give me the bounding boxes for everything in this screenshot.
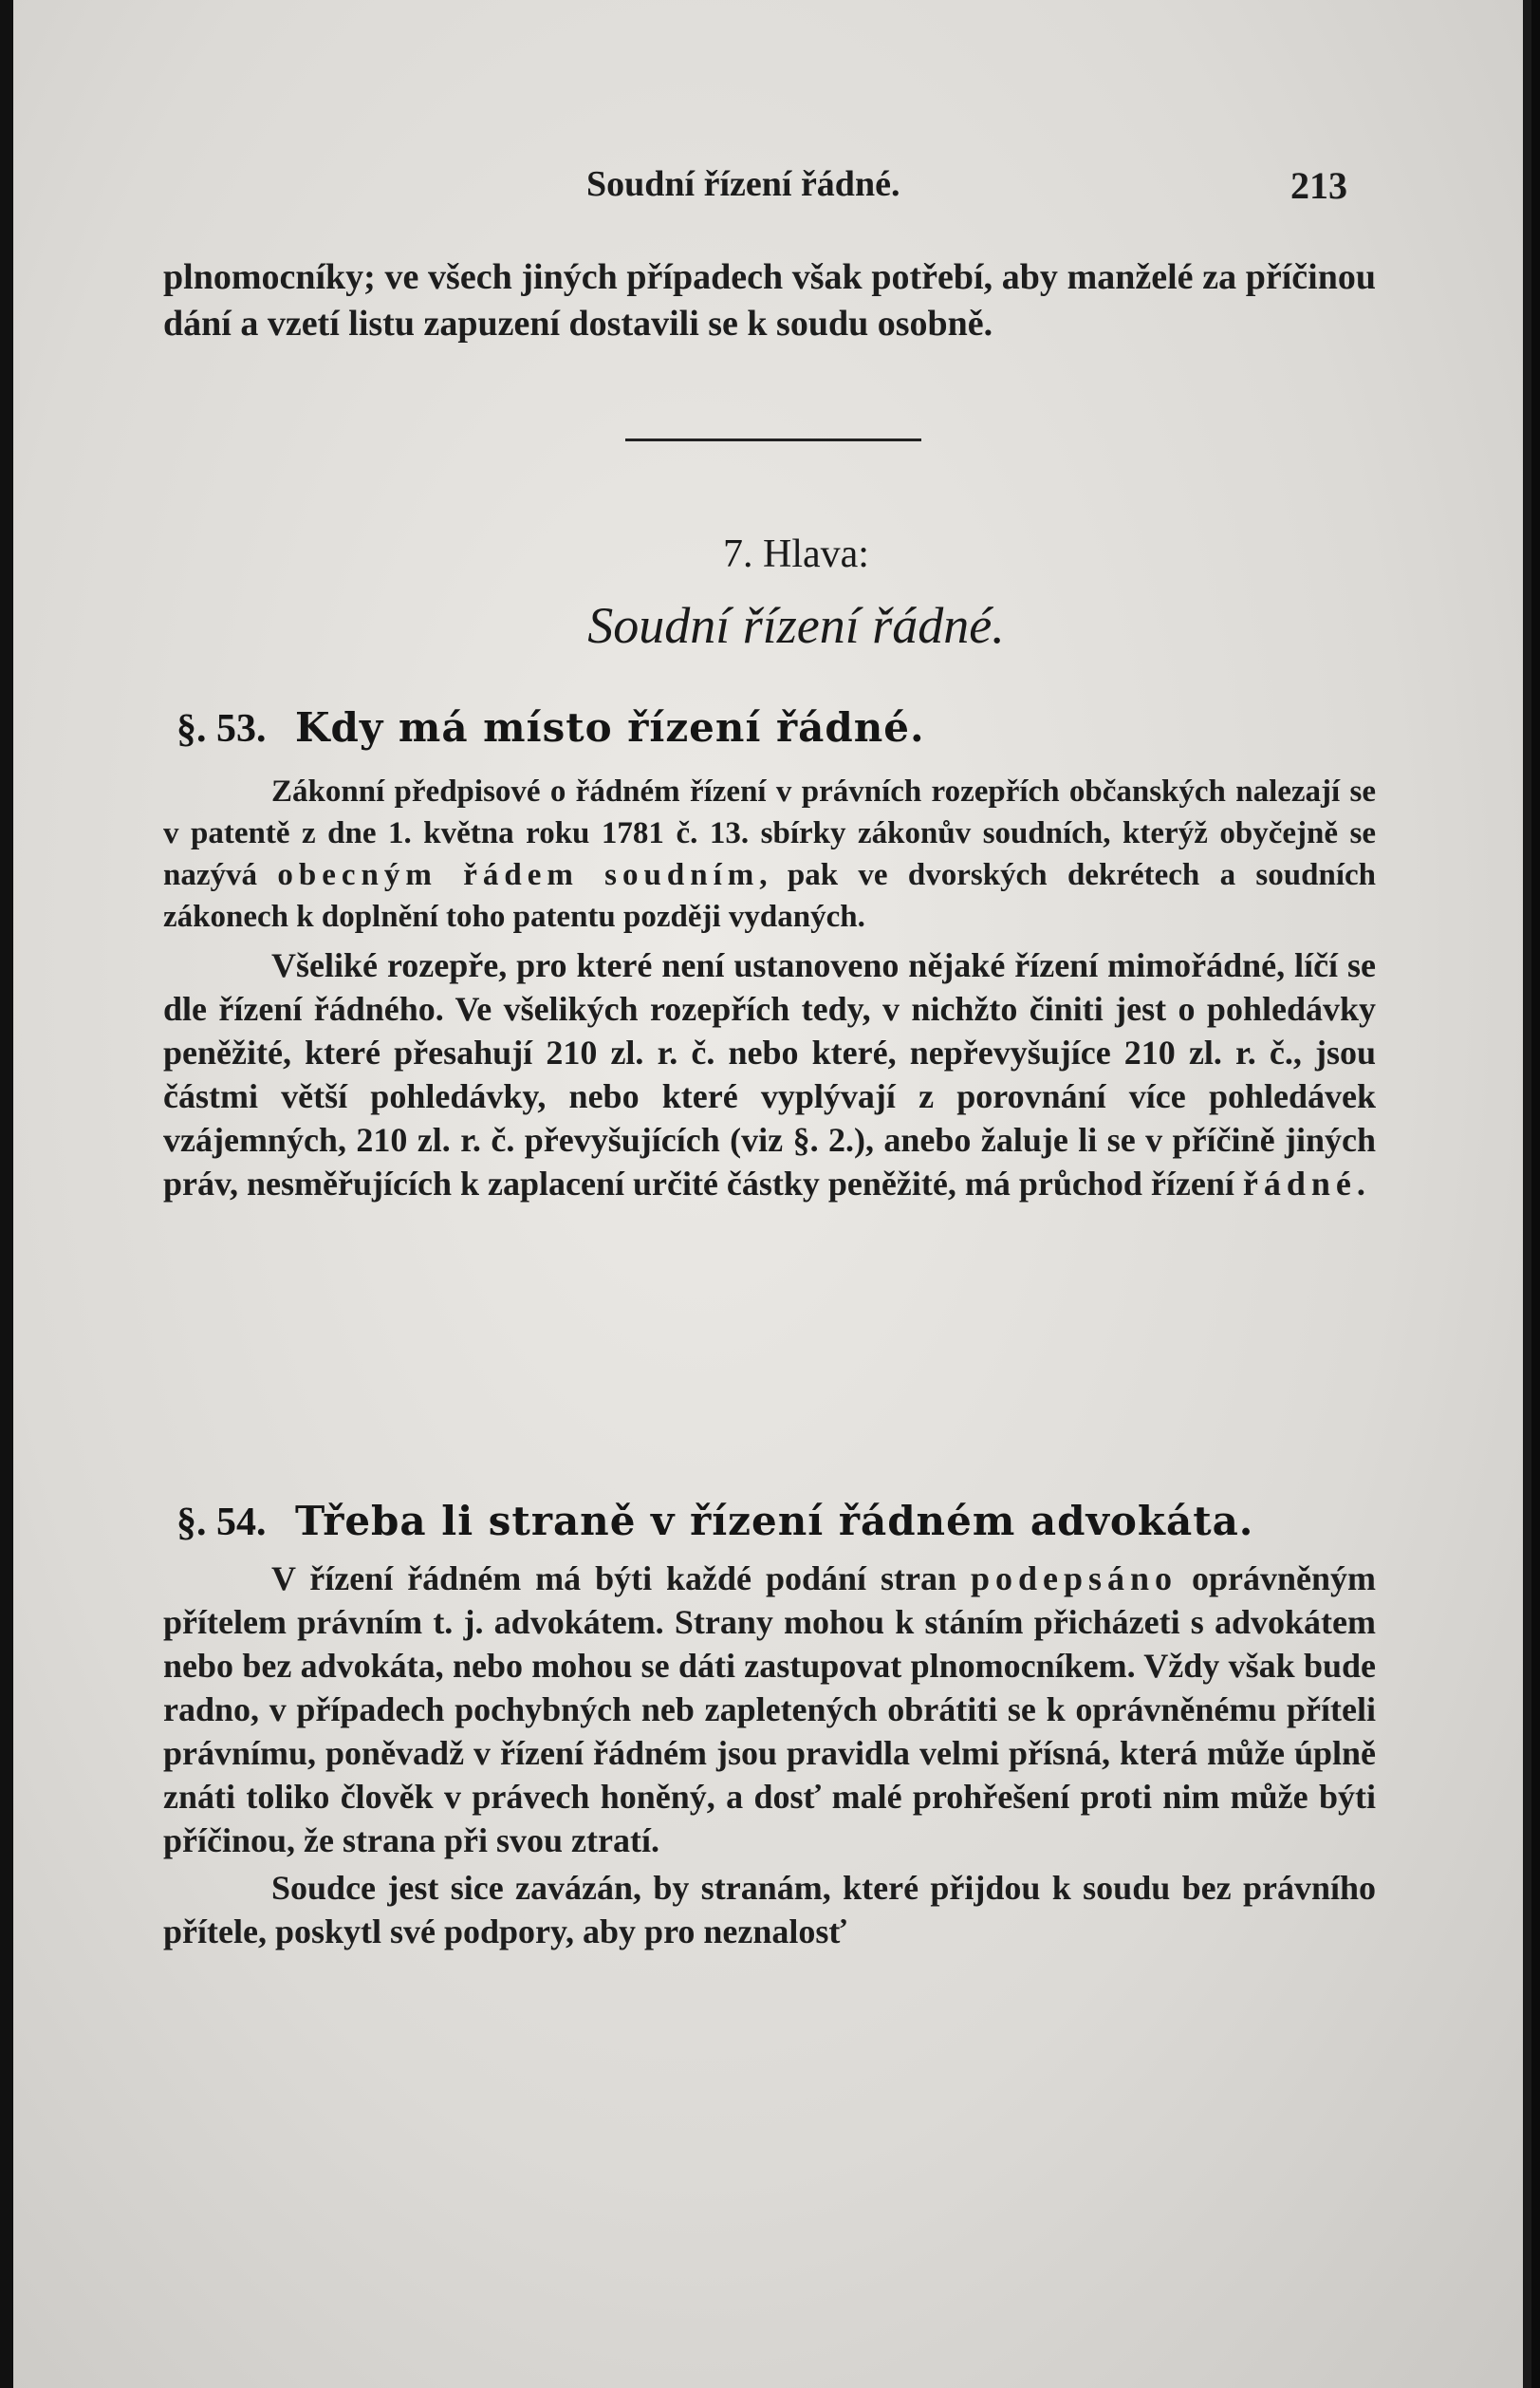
section-53-body — [163, 771, 1376, 1205]
section-54-number: §. 54. — [176, 1501, 267, 1544]
emphasis-spaced: podepsáno — [970, 1559, 1178, 1597]
section-53-number: §. 53. — [176, 707, 267, 751]
section-54-title: Třeba li straně v řízení řádném advokáta. — [295, 1498, 1254, 1544]
section-54-body — [163, 1557, 1376, 1953]
running-head: Soudní řízení řádné. — [586, 164, 900, 204]
page-number: 213 — [1290, 164, 1347, 207]
section-54-paragraph-2: Soudce jest sice zavázán, by stranám, které přijdou k soudu bez právního přítele, poskytl své podpory, aby pro neznalosť — [163, 1869, 1376, 1950]
section-53-paragraph-2: Všeliké rozepře, pro které není ustanoveno nějaké řízení mimořádné, líčí se dle řízení řádného. Ve všelikých rozepřích tedy, v nichžto činiti jest o pohledávky peněžité, které přesahují 210 zl. r. č. nebo které, nepřevyšujíce 210 zl. r. č., jsou částmi větší pohledávky, nebo které vyplývají z porovnání více pohledávek vzájemných, 210 zl. r. č. převyšujících (viz §. 2.), anebo žaluje li se v příčině jiných práv, nesměřujících k zaplacení určité částky peněžité, má průchod řízení řádné. — [163, 946, 1376, 1203]
chapter-title: Soudní řízení řádné. — [587, 597, 1005, 654]
chapter-number: 7. Hlava: — [723, 532, 869, 576]
section-divider — [625, 438, 921, 441]
book-page — [13, 0, 1531, 2388]
section-53-heading — [176, 704, 925, 752]
scan-left-edge — [0, 0, 13, 2388]
section-54-paragraph-1: V řízení řádném má býti každé podání stran podepsáno oprávněným přítelem právním t. j. advokátem. Strany mohou k stáním přicházeti s advokátem nebo bez advokáta, nebo mohou se dáti zastupovat plnomocníkem. Vždy však bude radno, v případech pochybných neb zapletených obrátiti se k oprávněnému příteli právnímu, poněvadž v řízení řádném jsou pravidla velmi přísná, která může úplně znáti toliko člověk v právech honěný, a dosť malé prohřešení proti nim může býti příčinou, že strana při svou ztratí. — [163, 1559, 1376, 1859]
opening-text — [163, 254, 1376, 347]
section-53-title: Kdy má místo řízení řádné. — [295, 704, 925, 751]
scan-right-edge — [1523, 0, 1531, 2388]
emphasis-spaced: řádné — [1242, 1165, 1357, 1203]
section-54-heading — [176, 1498, 1253, 1545]
emphasis-spaced: obecným řádem soudním — [277, 858, 760, 892]
opening-paragraph: plnomocníky; ve všech jiných případech však potřebí, aby manželé za příčinou dání a vzetí listu zapuzení dostavili se k soudu osobně. — [163, 257, 1376, 344]
page-header — [13, 163, 1531, 211]
section-53-paragraph-1: Zákonní předpisové o řádném řízení v právních rozepřích občanských nalezají se v patentě z dne 1. května roku 1781 č. 13. sbírky zákonův soudních, kterýž obyčejně se nazývá obecným řádem soudním, pak ve dvorských dekrétech a soudních zákonech k doplnění toho patentu později vydaných. — [163, 774, 1377, 934]
